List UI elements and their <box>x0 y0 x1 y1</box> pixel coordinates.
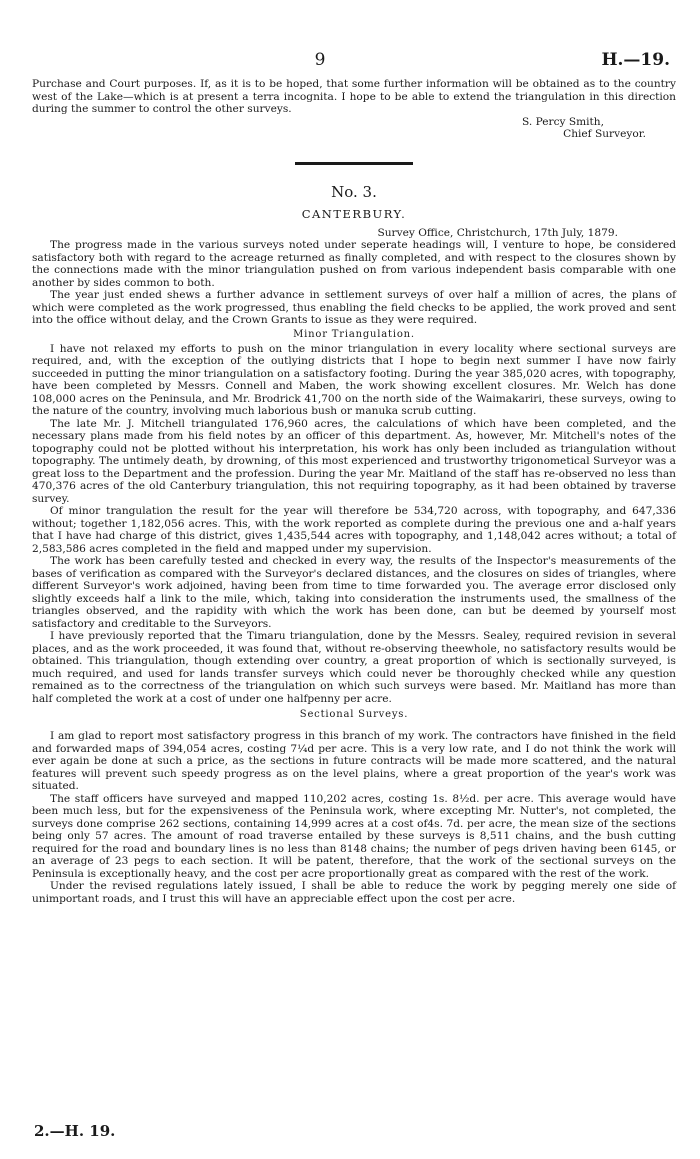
body-paragraph-4: The late Mr. J. Mitchell triangulated 176,960 acres, the calculations of which have been completed, and the necessary plans made from his field notes by an officer of this department. As, however, Mr. Mitchell's notes of the topography could not be plotted without his interpretation, his work has only been included as triangulation without topography. The untimely death, by drowning, of this most experienced and trustworthy trigonometical Surveyor was a great loss to the Department and the profession. During the year Mr. Maitland of the staff has re-observed no less than 470,376 acres of the old Canterbury triangulation, this not requiring topography, as it had been obtained by traverse survey. <box>32 417 676 505</box>
body-paragraph-10: Under the revised regulations lately issued, I shall be able to reduce the work by pegging merely one side of unimportant roads, and I trust this will have an appreciable effect upon the cost per acre. <box>32 880 676 905</box>
body-paragraph-1: The progress made in the various surveys noted under seperate headings will, I venture to hope, be considered satisfactory both with regard to the acreage returned as finally completed, and with respect to the closures shown by the connections made with the minor triangulation pushed on from various independent basis comparable with one another by sides common to both. <box>32 239 676 289</box>
body-paragraph-3: I have not relaxed my efforts to push on the minor triangulation in every locality where sectional surveys are required, and, with the exception of the outlying districts that I hope to begin next summer I have now fairly succeeded in putting the minor triangulation on a satisfactory footing. During the year 385,020 acres, with topography, have been completed by Messrs. Connell and Maben, the work showing excellent closures. Mr. Welch has done 108,000 acres on the Peninsula, and Mr. Brodrick 41,700 on the north side of the Waimakariri, these surveys, owing to the nature of the country, involving much laborious bush or manuka scrub cutting. <box>32 342 676 417</box>
body-paragraph-7: I have previously reported that the Timaru triangulation, done by the Messrs. Sealey, required revision in several places, and as the work proceeded, it was found that, without re-observing theewhole, no satisfactory results would be obtained. This triangulation, though extending over country, a great proportion of which is sectionally surveyed, is much required, and used for lands transfer surveys which could never be thoroughly checked while any question remained as to the correctness of the triangulation on which such surveys were based. Mr. Maitland has more than half completed the work at a cost of under one halfpenny per acre. <box>32 630 676 705</box>
subheading-minor-triangulation: Minor Triangulation. <box>293 328 415 340</box>
body-paragraph-5: Of minor trangulation the result for the year will therefore be 534,720 across, with topography, and 647,336 without; together 1,182,056 acres. This, with the work reported as complete during the previous one and a-half years that I have had charge of this district, gives 1,435,544 acres with topography, and 1,148,042 acres without; a total of 2,583,586 acres completed in the field and mapped under my supervision. <box>32 505 676 555</box>
footer-signature-mark: 2.—H. 19. <box>34 1122 116 1140</box>
page-number: 9 <box>314 50 326 70</box>
section-number: No. 3. <box>331 182 377 201</box>
signature-name: S. Percy Smith, <box>521 115 604 128</box>
document-reference: H.—19. <box>601 50 670 70</box>
body-paragraph-6: The work has been carefully tested and checked in every way, the results of the Inspector's measurements of the bases of verification as compared with the Surveyor's declared distances, and the closures on sides of triangles, where different Surveyor's work adjoined, having been from time to time forwarded you. The average error disclosed only slightly exceeds half a link to the mile, which, taking into consideration the instruments used, the smallness of the triangles observed, and the rapidity with which the work has been done, can but be deemed by yourself most satisfactory and creditable to the Surveyors. <box>32 555 676 630</box>
section-divider <box>295 162 413 165</box>
signature-title: Chief Surveyor. <box>563 128 646 140</box>
body-paragraph-8: I am glad to report most satisfactory progress in this branch of my work. The contractors have finished in the field and forwarded maps of 394,054 acres, costing 7¼d per acre. This is a very low rate, and I do not think the work will ever again be done at such a price, as the sections in future contracts will be made more scattered, and the natural features will prevent such speedy progress as on the level plains, where a great proportion of the year's work was situated. <box>32 730 676 792</box>
body-paragraph-2: The year just ended shews a further advance in settlement surveys of over half a million of acres, the plans of which were completed as the work progressed, thus enabling the field checks to be applied, the work proved and sent into the office without delay, and the Crown Grants to issue as they were required. <box>32 289 676 326</box>
dateline: Survey Office, Christchurch, 17th July, 1879. <box>377 226 618 239</box>
page-body <box>32 78 676 905</box>
intro-paragraph: Purchase and Court purposes. If, as it is to be hoped, that some further information will be obtained as to the country west of the Lake—which is at present a terra incognita. I hope to be able to extend the triangulation in this direction during the summer to control the other surveys. <box>32 78 676 115</box>
section-region: CANTERBURY. <box>301 206 407 221</box>
subheading-sectional-surveys: Sectional Surveys. <box>299 709 409 720</box>
signature-block <box>32 116 676 141</box>
body-paragraph-9: The staff officers have surveyed and mapped 110,202 acres, costing 1s. 8½d. per acre. This average would have been much less, but for the expensiveness of the Peninsula work, where excepting Mr. Nutter's, not completed, the surveys done comprise 262 sections, containing 14,999 acres at a cost of4s. 7d. per acre, the mean size of the sections being only 57 acres. The amount of road traverse entailed by these surveys is 8,511 chains, and the bush cutting required for the road and boundary lines is no less than 8148 chains; the number of pegs driven having been 6145, or an average of 23 pegs to each section. It will be patent, therefore, that the work of the sectional surveys on the Peninsula is exceptionally heavy, and the cost per acre proportionally great as compared with the rest of the work. <box>32 792 676 880</box>
